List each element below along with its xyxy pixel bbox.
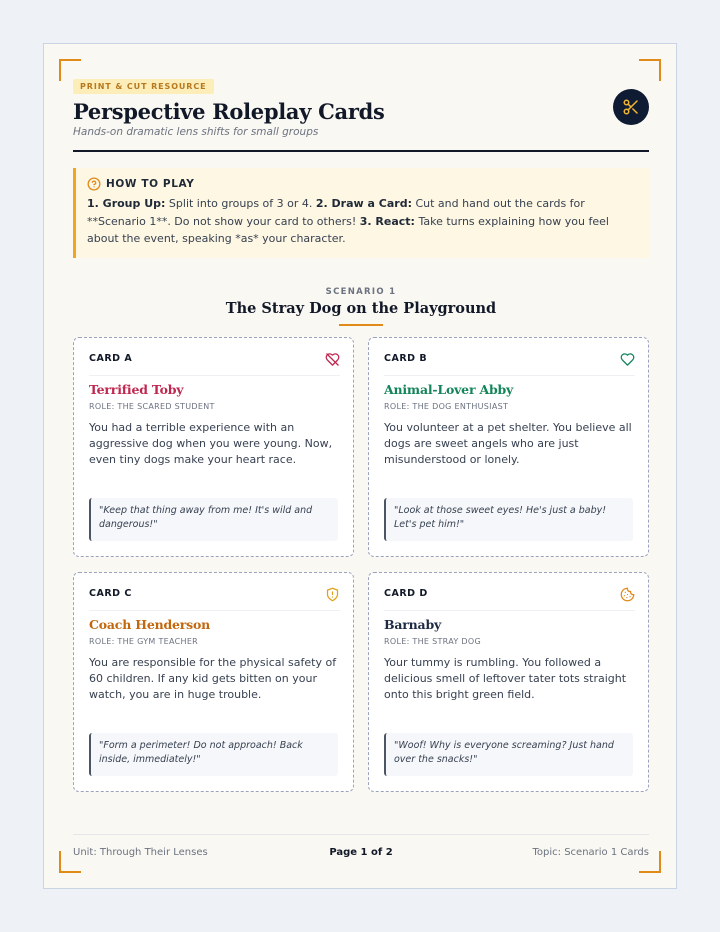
shield-alert-icon (325, 587, 340, 602)
page-title: Perspective Roleplay Cards (73, 99, 385, 124)
character-name: Terrified Toby (89, 382, 184, 397)
step-2-label: 2. Draw a Card: (315, 197, 412, 210)
character-quote: "Keep that thing away from me! It's wild and dangerous!" (89, 498, 338, 541)
scissors-icon (622, 98, 640, 116)
role-card-d[interactable] (368, 572, 649, 792)
resource-tag: PRINT & CUT RESOURCE (73, 79, 214, 94)
character-name: Coach Henderson (89, 617, 211, 632)
character-role: ROLE: THE DOG ENTHUSIAST (384, 402, 509, 411)
card-label: CARD C (89, 588, 132, 599)
character-quote: "Look at those sweet eyes! He's just a baby! Let's pet him!" (384, 498, 633, 541)
card-label: CARD B (384, 353, 428, 364)
character-quote: "Form a perimeter! Do not approach! Back inside, immediately!" (89, 733, 338, 776)
cookie-icon (620, 587, 635, 602)
character-description: Your tummy is rumbling. You followed a delicious smell of leftover tater tots straight onto this bright green field. (384, 656, 627, 701)
scenario-label: SCENARIO 1 (325, 287, 397, 297)
character-name: Barnaby (384, 617, 442, 632)
footer-divider (73, 834, 649, 835)
role-card-b[interactable] (368, 337, 649, 557)
character-role: ROLE: THE GYM TEACHER (89, 637, 199, 646)
how-to-play-title: HOW TO PLAY (106, 178, 195, 190)
character-description: You had a terrible experience with an aggressive dog when you were young. Now, even tiny dogs make your heart race. (89, 421, 333, 466)
question-circle-icon (87, 177, 101, 191)
heart-icon (620, 352, 635, 367)
scenario-title: The Stray Dog on the Playground (225, 300, 497, 317)
broken-heart-icon (325, 352, 340, 367)
step-2-text: Cut and hand out the cards for **Scenario 1**. Do not show your card to others! (87, 197, 585, 228)
step-3-label: 3. React: (359, 214, 415, 228)
scissors-button[interactable] (613, 89, 649, 125)
character-name: Animal-Lover Abby (384, 382, 514, 397)
character-description: You volunteer at a pet shelter. You believe all dogs are sweet angels who are just misunderstood or lonely. (384, 421, 632, 466)
character-role: ROLE: THE SCARED STUDENT (89, 402, 215, 411)
footer-unit: Unit: Through Their Lenses (73, 847, 208, 858)
character-role: ROLE: THE STRAY DOG (384, 637, 481, 646)
step-1-text: Split into groups of 3 or 4. (165, 197, 316, 210)
worksheet-page (43, 43, 677, 889)
crop-mark-top-left (59, 59, 81, 81)
header-divider (73, 150, 649, 152)
role-card-a[interactable] (73, 337, 354, 557)
card-label: CARD D (384, 588, 428, 599)
how-to-play-box (73, 168, 649, 258)
footer-topic: Topic: Scenario 1 Cards (532, 847, 649, 858)
footer-page-number: Page 1 of 2 (329, 847, 393, 858)
step-1-label: 1. Group Up: (87, 197, 166, 210)
page-subtitle: Hands-on dramatic lens shifts for small groups (73, 126, 319, 138)
scenario-underline (339, 324, 383, 326)
character-description: You are responsible for the physical safety of 60 children. If any kid gets bitten on your watch, you are in huge trouble. (89, 656, 337, 701)
step-3-text: Take turns explaining how you feel about the event, speaking *as* your character. (87, 214, 609, 245)
role-card-c[interactable] (73, 572, 354, 792)
card-label: CARD A (89, 353, 133, 364)
how-to-play-instructions (87, 195, 639, 248)
character-quote: "Woof! Why is everyone screaming? Just hand over the snacks!" (384, 733, 633, 776)
crop-mark-top-right (639, 59, 661, 81)
